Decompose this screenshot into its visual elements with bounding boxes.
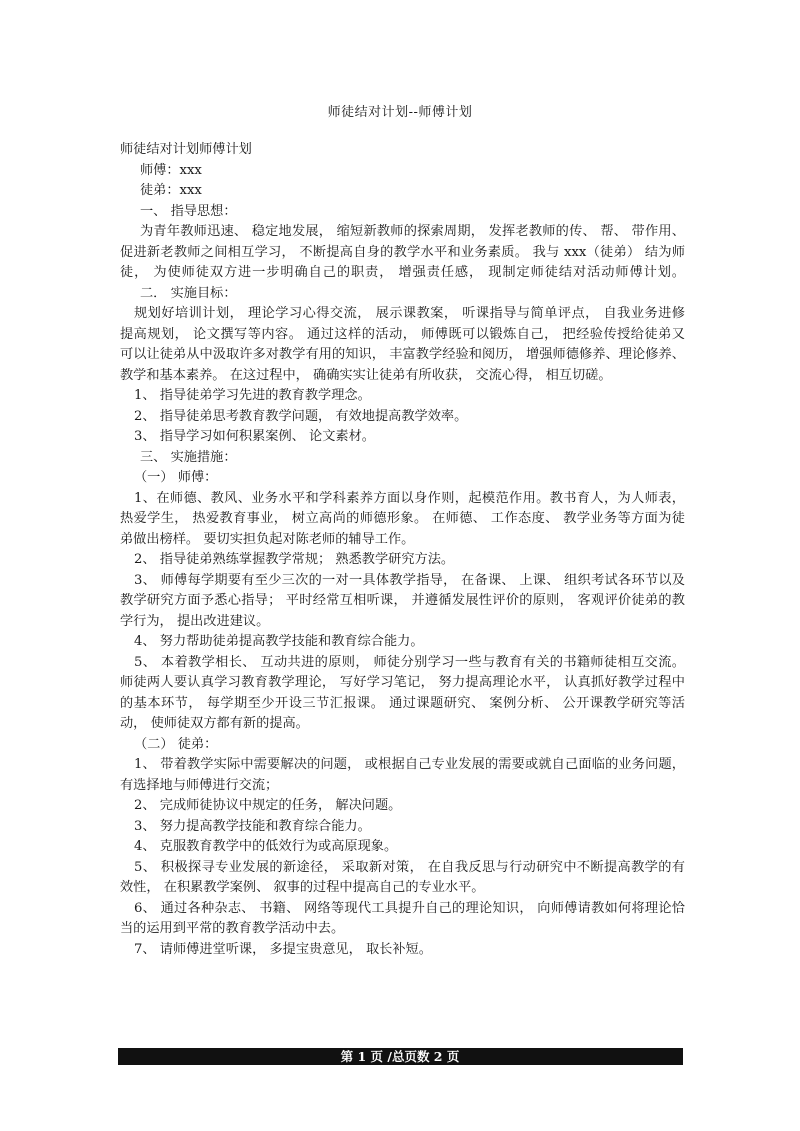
list-item: 3、 努力提高教学技能和教育综合能力。 (134, 818, 371, 834)
text-line: 学行为， 提出改进建议。 (120, 613, 270, 629)
text-line: 教学研究方面予悉心指导； 平时经常互相听课， 并遵循发展性评价的原则， 客观评价徒弟的教 (120, 593, 685, 608)
list-item: 6、 通过各种杂志、 书籍、 网络等现代工具提升自己的理论知识， 向师傅请教如何将理论恰 (134, 900, 685, 916)
section-heading: 一、 指导思想： (140, 203, 237, 219)
text-line: 可以让徒弟从中汲取许多对教学有用的知识， 丰富教学经验和阅历， 增强师德修养、理论修养、 (120, 347, 685, 362)
text-line: 提高规划， 论文撰写等内容。 通过这样的活动， 师傅既可以锻炼自己， 把经验传授给徒弟又 (120, 326, 685, 342)
doc-heading: 师徒结对计划师傅计划 (120, 142, 252, 157)
text-line: 的基本环节， 每学期至少开设三节汇报课。 通过课题研究、 案例分析、 公开课教学研究等活 (120, 695, 685, 711)
text-line: 师傅：xxx (140, 162, 202, 178)
subsection-heading: （一） 师傅： (134, 470, 218, 485)
text-line: 为青年教师迅速、 稳定地发展， 缩短新教师的探索周期， 发挥老教师的传、 帮、 带作用、 (140, 224, 685, 239)
text-line: 当的运用到平常的教育教学活动中去。 (120, 921, 345, 936)
text-line: 动， 使师徒双方都有新的提高。 (120, 716, 309, 731)
list-item: 3、 师傅每学期要有至少三次的一对一具体教学指导， 在备课、 上课、 组织考试各环节以及 (134, 572, 685, 588)
text-line: 徒弟：xxx (140, 183, 202, 198)
list-item: 2、 指导徒弟思考教育教学问题， 有效地提高教学效率。 (134, 408, 468, 424)
subsection-heading: （二） 徒弟： (134, 736, 218, 752)
list-item: 5、 本着教学相长、 互动共进的原则， 师徒分别学习一些与教育有关的书籍师徒相互交流。 (134, 654, 685, 670)
text-line: 教学和基本素养。 在这过程中， 确确实实让徒弟有所收获， 交流心得， 相互切磋。 (120, 367, 612, 383)
text-line: 徒， 为使师徒双方进一步明确自己的职责， 增强责任感， 现制定师徒结对活动师傅计划。 (120, 265, 685, 280)
document-body (120, 140, 685, 960)
page-title: 师徒结对计划--师傅计划 (327, 105, 473, 120)
page-number: 第 1 页 /总页数 2 页 (340, 1049, 460, 1064)
list-item: 4、 克服教育教学中的低效行为或高原现象。 (134, 839, 398, 854)
text-line: 效性， 在积累教学案例、 叙事的过程中提高自己的专业水平。 (120, 880, 485, 895)
text-line: 热爱学生， 热爱教育事业， 树立高尚的师德形象。 在师德、 工作态度、 教学业务等方面为徒 (120, 511, 685, 526)
list-item: 3、 指导学习如何积累案例、 论文素材。 (134, 429, 375, 444)
list-item: 5、 积极探寻专业发展的新途径， 采取新对策， 在自我反思与行动研究中不断提高教学的有 (134, 859, 685, 875)
text-line: 有选择地与师傅进行交流； (120, 777, 279, 793)
list-item: 1、 带着教学实际中需要解决的问题， 或根据自己专业发展的需要或就自己面临的业务问题， (134, 757, 685, 772)
text-line: 规划好培训计划， 理论学习心得交流， 展示课教案， 听课指导与简单评点， 自我业务进修 (134, 306, 685, 321)
list-item: 2、 指导徒弟熟练掌握教学常规； 熟悉教学研究方法。 (134, 552, 455, 567)
list-item: 2、 完成师徒协议中规定的任务， 解决问题。 (134, 798, 402, 813)
list-item: 4、 努力帮助徒弟提高教学技能和教育综合能力。 (134, 634, 424, 649)
text-line: 促进新老教师之间相互学习， 不断提高自身的教学水平和业务素质。 我与 xxx（徒弟） 结为师 (120, 244, 685, 260)
section-heading: 二． 实施目标： (140, 285, 237, 301)
text-line: 弟做出榜样。 要切实担负起对陈老师的辅导工作。 (120, 531, 415, 547)
section-heading: 三、 实施措施： (140, 449, 237, 465)
list-item: 1、 指导徒弟学习先进的教育教学理念。 (134, 388, 371, 403)
list-item: 1、在师德、教风、业务水平和学科素养方面以身作则，起模范作用。教书育人，为人师表， (134, 490, 685, 506)
text-line: 师徒两人要认真学习教育教学理论， 写好学习笔记， 努力提高理论水平， 认真抓好教学过程中 (120, 675, 685, 690)
list-item: 7、 请师傅进堂听课， 多提宝贵意见， 取长补短。 (134, 941, 432, 957)
